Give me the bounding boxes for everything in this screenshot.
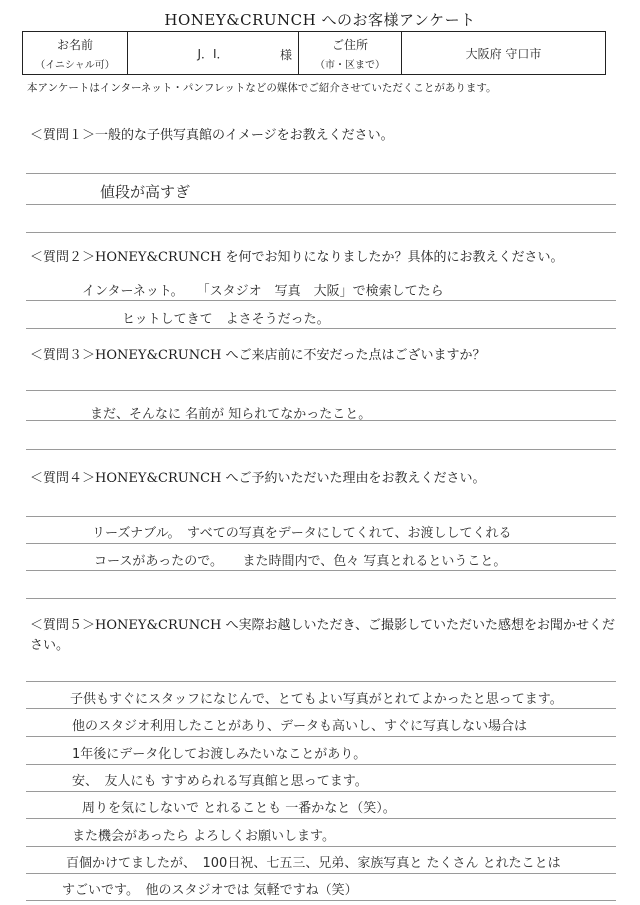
answer-5-line-2: 他のスタジオ利用したことがあり、データも高いし、すぐに写真しない場合は bbox=[72, 719, 528, 734]
name-label: お名前 bbox=[56, 37, 93, 52]
notice-text: 本アンケートはインターネット・パンフレットなどの媒体でご紹介させていただくことがあります。 bbox=[27, 82, 497, 94]
answer-line bbox=[26, 449, 616, 450]
answer-line bbox=[26, 328, 616, 329]
respondent-info-table bbox=[22, 31, 606, 75]
answer-line bbox=[26, 232, 616, 233]
survey-title: HONEY&CRUNCH へのお客様アンケート bbox=[164, 11, 476, 29]
answer-line bbox=[26, 681, 616, 682]
question-3: ＜質問３＞HONEY&CRUNCH へご来店前に不安だった点はございますか？ bbox=[30, 348, 486, 363]
answer-5-line-6: また機会があったら よろしくお願いします。 bbox=[72, 829, 335, 844]
answer-line bbox=[26, 516, 616, 517]
name-sublabel: （イニシャル可） bbox=[35, 59, 115, 71]
answer-line bbox=[26, 570, 616, 571]
question-4: ＜質問４＞HONEY&CRUNCH へご予約いただいた理由をお教えください。 bbox=[30, 471, 486, 486]
answer-5-line-4: 安、 友人にも すすめられる写真館と思ってます。 bbox=[72, 774, 368, 789]
name-label-cell bbox=[23, 32, 128, 75]
answer-3-line-1: まだ、そんなに 名前が 知られてなかったこと。 bbox=[90, 407, 372, 422]
question-1: ＜質問１＞一般的な子供写真館のイメージをお教えください。 bbox=[30, 128, 394, 143]
answer-line bbox=[26, 846, 616, 847]
name-value-cell bbox=[128, 32, 299, 75]
answer-line bbox=[26, 173, 616, 174]
answer-line bbox=[26, 204, 616, 205]
answer-line bbox=[26, 873, 616, 874]
answer-line bbox=[26, 598, 616, 599]
answer-line bbox=[26, 791, 616, 792]
answer-line bbox=[26, 708, 616, 709]
answer-line bbox=[26, 543, 616, 544]
answer-line bbox=[26, 764, 616, 765]
answer-line bbox=[26, 300, 616, 301]
question-5: ＜質問５＞HONEY&CRUNCH へ実際お越しいただき、ご撮影していただいた感想をお聞かせください。 bbox=[30, 618, 615, 653]
address-sublabel: （市・区まで） bbox=[315, 59, 385, 71]
answer-5-line-8: すごいです。 他のスタジオでは 気軽ですね（笑） bbox=[62, 883, 358, 898]
answer-line bbox=[26, 900, 616, 901]
honorific: 様 bbox=[279, 48, 292, 62]
address-value: 大阪府 守口市 bbox=[402, 32, 606, 75]
name-value: J．I． bbox=[197, 46, 229, 61]
address-label: ご住所 bbox=[331, 37, 368, 52]
answer-2-line-2: ヒットしてきて よさそうだった。 bbox=[122, 312, 330, 327]
answer-4-line-2: コースがあったので。 また時間内で、色々 写真とれるということ。 bbox=[94, 554, 507, 569]
answer-5-line-5: 周りを気にしないで とれることも 一番かなと（笑）。 bbox=[82, 801, 396, 816]
answer-5-line-3: 1年後にデータ化してお渡しみたいなことがあり。 bbox=[72, 747, 367, 762]
answer-1-line-1: 値段が高すぎ bbox=[100, 183, 191, 201]
answer-line bbox=[26, 818, 616, 819]
question-2: ＜質問２＞HONEY&CRUNCH を何でお知りになりましたか？具体的にお教えください。 bbox=[30, 250, 564, 265]
answer-line bbox=[26, 390, 616, 391]
answer-4-line-1: リーズナブル。 すべての写真をデータにしてくれて、お渡ししてくれる bbox=[92, 526, 512, 541]
answer-2-line-1: インターネット。 「スタジオ 写真 大阪」で検索してたら bbox=[82, 284, 444, 299]
answer-5-line-1: 子供もすぐにスタッフになじんで、とてもよい写真がとれてよかったと思ってます。 bbox=[70, 692, 563, 707]
answer-5-line-7: 百個かけてましたが、 100日祝、七五三、兄弟、家族写真と たくさん とれたことは bbox=[66, 856, 561, 871]
answer-line bbox=[26, 736, 616, 737]
address-label-cell bbox=[299, 32, 402, 75]
